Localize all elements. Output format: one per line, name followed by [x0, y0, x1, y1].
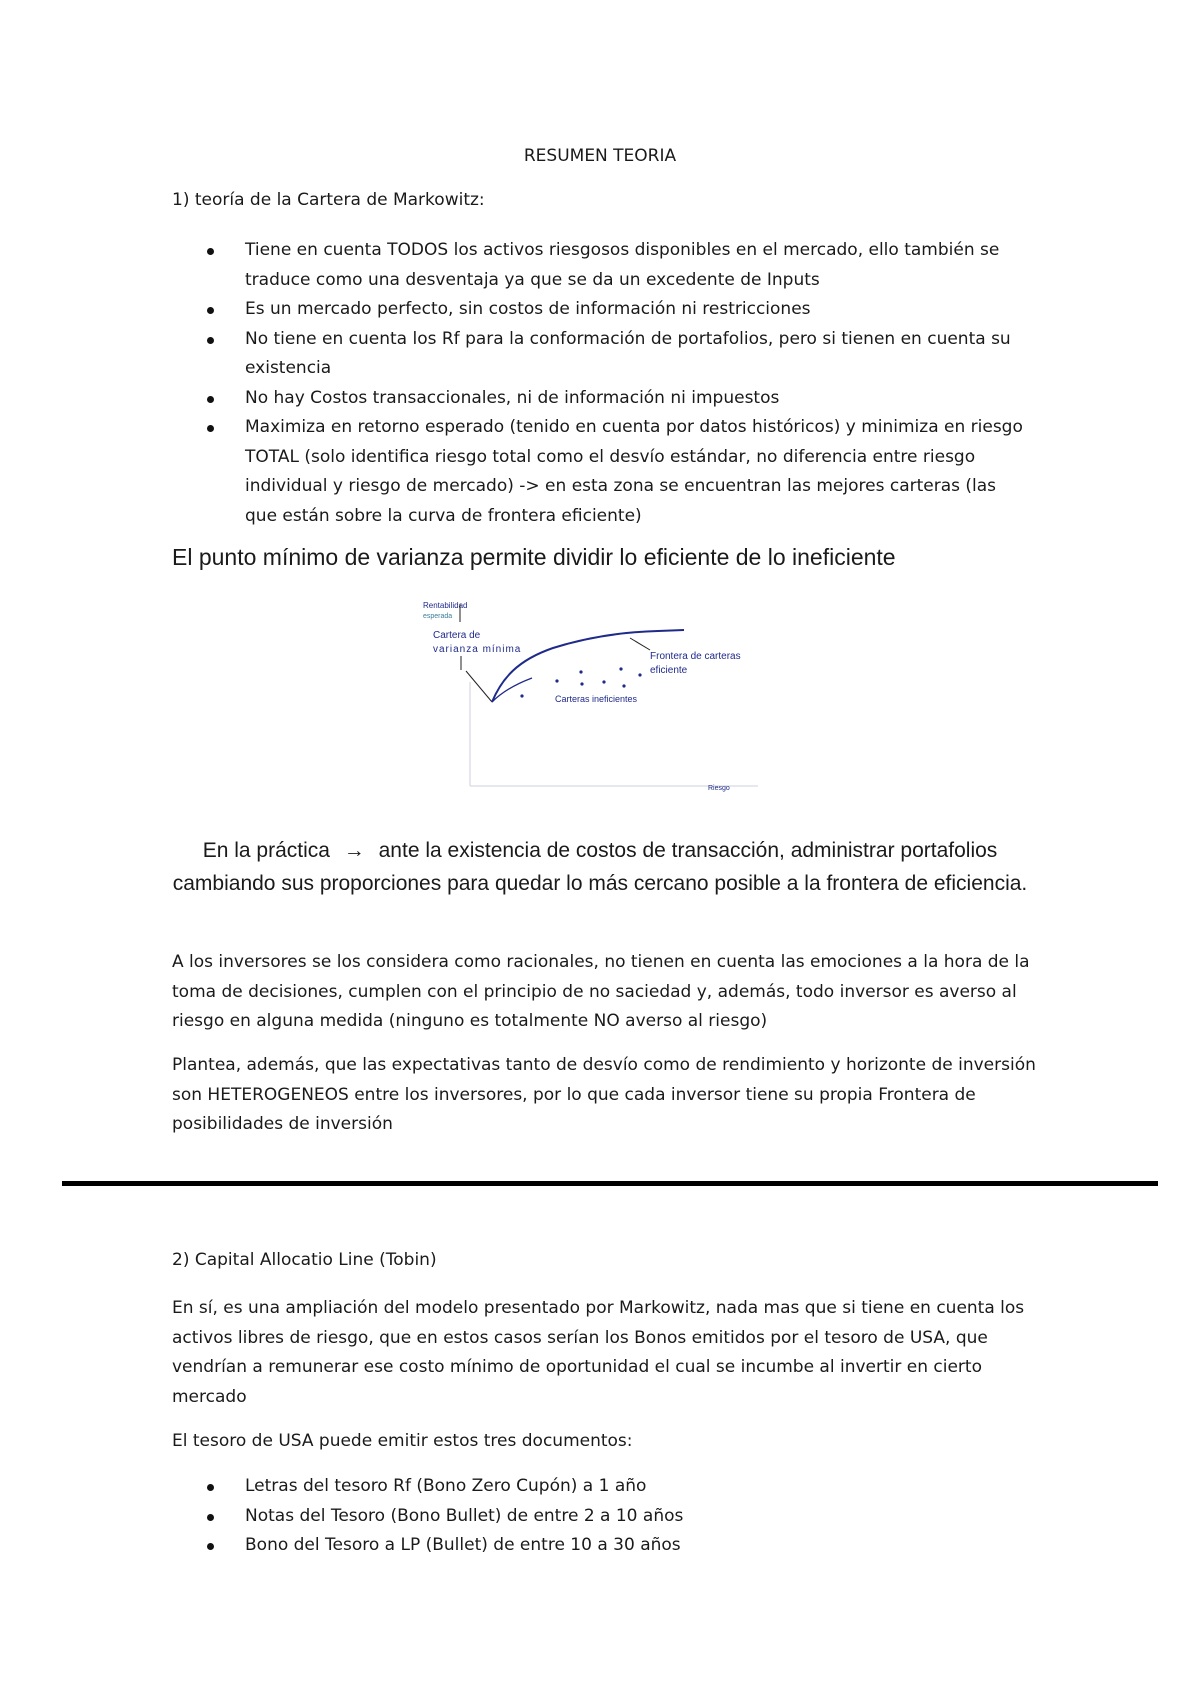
- bullet-dot-icon: [207, 337, 214, 344]
- min-variance-statement: El punto mínimo de varianza permite dividir lo eficiente de lo ineficiente: [172, 544, 896, 570]
- bullet-dot-icon: [207, 307, 214, 314]
- section-1-heading: 1) teoría de la Cartera de Markowitz:: [172, 190, 485, 210]
- bullet-dot-icon: [207, 248, 214, 255]
- min-variance-label-line1: Cartera de: [433, 630, 481, 641]
- bullet-dot-icon: [207, 396, 214, 403]
- inefficient-portfolio-dot: [622, 684, 625, 687]
- y-axis-label-line2: esperada: [423, 613, 453, 620]
- heterogeneous-expectations-paragraph: Plantea, además, que las expectativas tanto de desvío como de rendimiento y horizonte de inversión son HETEROGENEOS entre los inversores, por lo que cada inversor tiene su propia Frontera de posibilidades de inversión: [172, 1055, 1036, 1134]
- list-item: Letras del tesoro Rf (Bono Zero Cupón) a 1 año: [172, 1472, 1032, 1502]
- inefficient-portfolio-dot: [638, 673, 641, 676]
- x-axis-label: Riesgo: [708, 785, 730, 792]
- inefficient-portfolio-dot: [579, 670, 582, 673]
- practice-statement: En la práctica → ante la existencia de costos de transacción, administrar portafolios cambiando sus proporciones para quedar lo más cercano posible a la frontera de eficiencia.: [172, 839, 1028, 895]
- frontier-label-line1: Frontera de carteras: [650, 651, 741, 662]
- treasury-documents-intro: El tesoro de USA puede emitir estos tres documentos:: [172, 1431, 633, 1451]
- list-item: Bono del Tesoro a LP (Bullet) de entre 10 a 30 años: [172, 1531, 1032, 1561]
- list-item: Maximiza en retorno esperado (tenido en cuenta por datos históricos) y minimiza en riesgo TOTAL (solo identifica riesgo total como el desvío estándar, no diferencia entre riesgo individual y riesgo de mercado) -> en esta zona se encuentran las mejores carteras (las que están sobre la curva de frontera eficiente): [172, 413, 1032, 531]
- list-item: Notas del Tesoro (Bono Bullet) de entre 2 a 10 años: [172, 1502, 1032, 1532]
- inefficient-portfolio-dot: [580, 682, 583, 685]
- investors-rational-paragraph: A los inversores se los considera como racionales, no tienen en cuenta las emociones a la hora de la toma de decisiones, cumplen con el principio de no saciedad y, además, todo inversor es averso al riesgo en alguna medida (ninguno es totalmente NO averso al riesgo): [172, 952, 1030, 1031]
- min-variance-label-line2: varianza mínima: [433, 644, 522, 655]
- bullet-dot-icon: [207, 1484, 214, 1491]
- inefficient-portfolios-label: Carteras ineficientes: [555, 694, 638, 704]
- section-divider: [62, 1181, 1158, 1186]
- list-item: Tiene en cuenta TODOS los activos riesgosos disponibles en el mercado, ello también se traduce como una desventaja ya que se da un excedente de Inputs: [172, 236, 1032, 295]
- efficient-frontier-svg: [418, 596, 788, 796]
- treasury-bullet-list: [172, 1472, 1032, 1561]
- bullet-dot-icon: [207, 1543, 214, 1550]
- document-title: RESUMEN TEORIA: [523, 146, 677, 166]
- markowitz-bullet-list: [172, 236, 1032, 531]
- inefficient-portfolio-dot: [602, 680, 605, 683]
- inefficient-portfolio-dot: [619, 667, 622, 670]
- cal-intro-paragraph: En sí, es una ampliación del modelo presentado por Markowitz, nada mas que si tiene en cuenta los activos libres de riesgo, que en estos casos serían los Bonos emitidos por el tesoro de USA, que vendrían a remunerar ese costo mínimo de oportunidad el cual se incumbe al invertir en cierto mercado: [172, 1298, 1025, 1407]
- frontier-pointer: [630, 638, 650, 650]
- y-axis-label-line1: Rentabilidad: [423, 601, 468, 610]
- inefficient-portfolio-dot: [520, 694, 523, 697]
- right-arrow-icon: →: [343, 839, 365, 862]
- bullet-dot-icon: [207, 425, 214, 432]
- list-item: Es un mercado perfecto, sin costos de información ni restricciones: [172, 295, 1032, 325]
- bullet-dot-icon: [207, 1514, 214, 1521]
- section-2-heading: 2) Capital Allocatio Line (Tobin): [172, 1250, 437, 1270]
- list-item: No tiene en cuenta los Rf para la conformación de portafolios, pero si tienen en cuenta su existencia: [172, 325, 1032, 384]
- efficient-frontier-figure: [418, 596, 788, 796]
- frontier-label-line2: eficiente: [650, 665, 688, 676]
- list-item: No hay Costos transaccionales, ni de información ni impuestos: [172, 384, 1032, 414]
- inefficient-portfolio-dot: [555, 679, 558, 682]
